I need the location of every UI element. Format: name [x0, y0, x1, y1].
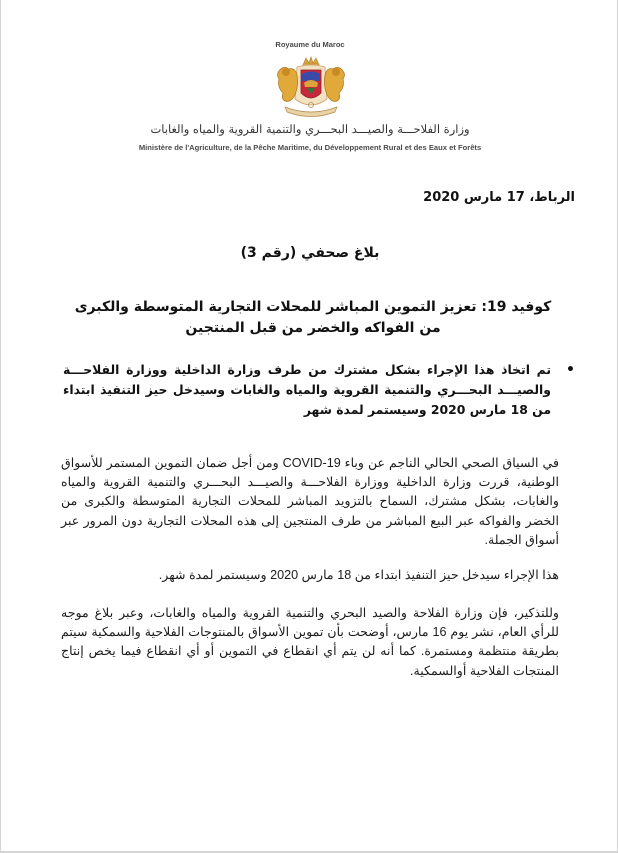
- paragraph-reminder: وللتذكير، فإن وزارة الفلاحة والصيد البحري والتنمية القروية والمياه والغابات، وعبر بلاغ موجه للرأي العام، نشر يوم 16 مارس، أوضحت بأن تموين الأسواق بالمنتوجات الفلاحية والسمكية سيتم بطريقة منتظمة ومستمرة. كما أنه لن يتم أي انقطاع في التموين أو أي انقطاع فيما يخص إنتاج المنتجات الفلاحية أوالسمكية.: [61, 606, 559, 678]
- ministry-name-french: Ministère de l'Agriculture, de la Pêche Maritime, du Développement Rural et des Eaux et Forêts: [138, 143, 482, 152]
- press-release-title: بلاغ صحفي (رقم 3): [240, 245, 380, 261]
- kingdom-label: Royaume du Maroc: [275, 40, 345, 49]
- ministry-name-arabic: وزارة الفلاحـــة والصيـــد البحـــري والتنمية القروية والمياه والغابات: [150, 122, 470, 136]
- bullet-text: تم اتخاذ هذا الإجراء بشكل مشترك من طرف وزارة الداخلية ووزارة الفلاحـــة والصيـــد البحـــري والتنمية القروية والمياه والغابات وسيدخل حيز التنفيذ ابتداء من 18 مارس 2020 وسيستمر لمدة شهر: [63, 362, 551, 417]
- paragraph-effective-date: هذا الإجراء سيدخل حيز التنفيذ ابتداء من 18 مارس 2020 وسيستمر لمدة شهر.: [158, 568, 559, 582]
- headline: كوفيد 19: تعزيز التموين المباشر للمحلات التجارية المتوسطة والكبرى من الفواكه والخضر من قبل المنتجين: [74, 299, 552, 336]
- bullet-icon: •: [566, 362, 575, 378]
- morocco-coat-of-arms-icon: [273, 55, 349, 121]
- date-line: الرباط، 17 مارس 2020: [423, 190, 575, 205]
- paragraph-context: في السياق الصحي الحالي الناجم عن وباء COVID-19 ومن أجل ضمان التموين المستمر للأسواق الوطنية، قررت وزارة الداخلية ووزارة الفلاحـــة والصيـــد البحـــري والتنمية القروية والمياه والغابات، بشكل مشترك، السماح بالتزويد المباشر للمحلات التجارية المتوسطة والكبرى من الخضر والفواكه عبر البيع المباشر من طرف المنتجين إلى هذه المحلات التجارية دون المرور عبر أسواق الجملة.: [61, 456, 559, 547]
- bullet-point: [63, 360, 575, 420]
